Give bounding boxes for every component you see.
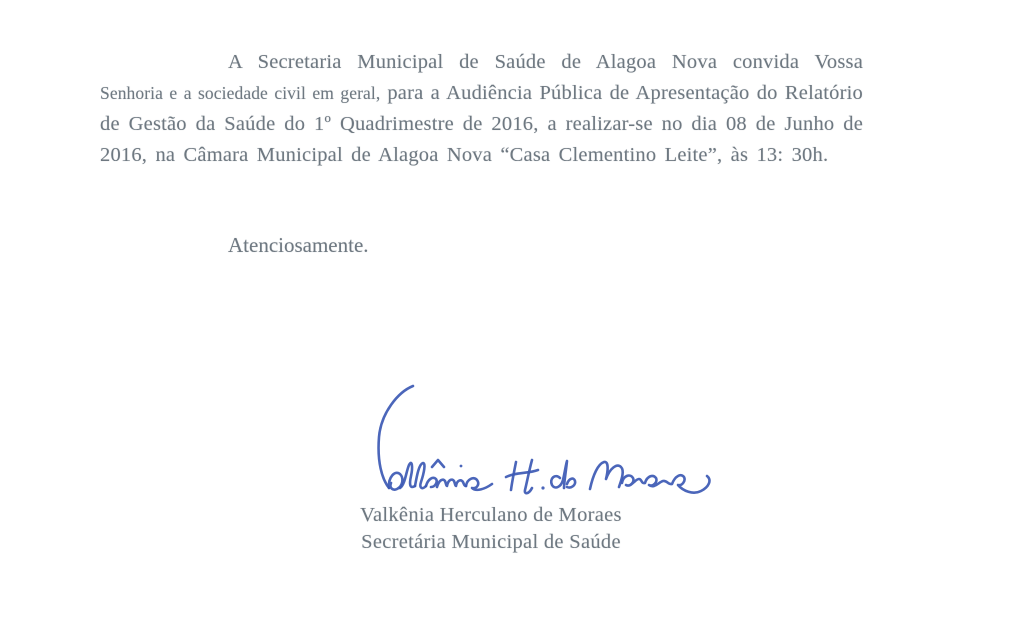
body-line-1: A Secretaria Municipal de Saúde de Alagoa Nova convida Vossa [228,51,863,73]
body-paragraph [100,47,863,171]
body-line-2-lead: Senhoria e a sociedade civil em geral, [100,83,381,103]
signature-handwriting-ink [348,376,718,511]
closing-salutation: Atenciosamente. [228,233,369,257]
body-line-3: de Gestão da Saúde do 1º Quadrimestre de 2016, a realizar-se no dia 08 de Junho de [100,113,863,135]
signatory-title: Secretária Municipal de Saúde [361,530,621,553]
body-line-2-rest: para a Audiência Pública de Apresentação do Relatório [387,82,863,104]
signatory-name: Valkênia Herculano de Moraes [360,504,622,526]
body-line-4: 2016, na Câmara Municipal de Alagoa Nova “Casa Clementino Leite”, às 13: 30h. [100,144,829,166]
signatory-block [341,502,641,555]
body-line-2 [100,78,863,109]
